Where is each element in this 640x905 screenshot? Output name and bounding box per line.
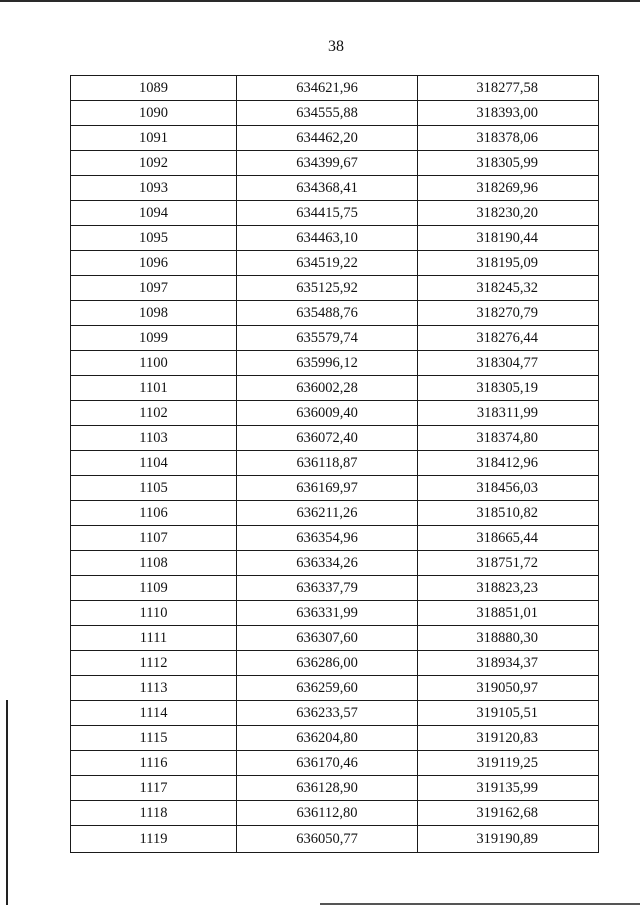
y-coordinate-cell: 318195,09 — [418, 251, 599, 276]
y-coordinate-cell: 318305,19 — [418, 376, 599, 401]
x-coordinate-cell: 636334,26 — [237, 551, 418, 576]
x-coordinate-cell: 634621,96 — [237, 76, 418, 101]
y-coordinate-cell: 318276,44 — [418, 326, 599, 351]
coordinates-table-body — [71, 76, 599, 853]
point-number-cell: 1117 — [71, 776, 237, 801]
x-coordinate-cell: 636118,87 — [237, 451, 418, 476]
point-number-cell: 1102 — [71, 401, 237, 426]
x-coordinate-cell: 636050,77 — [237, 826, 418, 853]
point-number-cell: 1105 — [71, 476, 237, 501]
x-coordinate-cell: 636112,80 — [237, 801, 418, 826]
table-row — [71, 176, 599, 201]
x-coordinate-cell: 634463,10 — [237, 226, 418, 251]
table-row — [71, 701, 599, 726]
table-row — [71, 601, 599, 626]
table-row — [71, 101, 599, 126]
point-number-cell: 1097 — [71, 276, 237, 301]
y-coordinate-cell: 318304,77 — [418, 351, 599, 376]
y-coordinate-cell: 318374,80 — [418, 426, 599, 451]
table-row — [71, 326, 599, 351]
table-row — [71, 376, 599, 401]
point-number-cell: 1106 — [71, 501, 237, 526]
y-coordinate-cell: 319190,89 — [418, 826, 599, 853]
x-coordinate-cell: 634399,67 — [237, 151, 418, 176]
table-row — [71, 751, 599, 776]
y-coordinate-cell: 319050,97 — [418, 676, 599, 701]
point-number-cell: 1110 — [71, 601, 237, 626]
table-row — [71, 451, 599, 476]
point-number-cell: 1091 — [71, 126, 237, 151]
y-coordinate-cell: 318277,58 — [418, 76, 599, 101]
y-coordinate-cell: 319119,25 — [418, 751, 599, 776]
table-row — [71, 801, 599, 826]
x-coordinate-cell: 636009,40 — [237, 401, 418, 426]
y-coordinate-cell: 318311,99 — [418, 401, 599, 426]
point-number-cell: 1090 — [71, 101, 237, 126]
y-coordinate-cell: 319162,68 — [418, 801, 599, 826]
point-number-cell: 1094 — [71, 201, 237, 226]
x-coordinate-cell: 636072,40 — [237, 426, 418, 451]
point-number-cell: 1099 — [71, 326, 237, 351]
table-row — [71, 401, 599, 426]
table-row — [71, 676, 599, 701]
y-coordinate-cell: 318305,99 — [418, 151, 599, 176]
y-coordinate-cell: 318412,96 — [418, 451, 599, 476]
table-row — [71, 651, 599, 676]
x-coordinate-cell: 636211,26 — [237, 501, 418, 526]
point-number-cell: 1109 — [71, 576, 237, 601]
x-coordinate-cell: 636331,99 — [237, 601, 418, 626]
point-number-cell: 1104 — [71, 451, 237, 476]
y-coordinate-cell: 318190,44 — [418, 226, 599, 251]
point-number-cell: 1113 — [71, 676, 237, 701]
table-row — [71, 626, 599, 651]
table-row — [71, 576, 599, 601]
point-number-cell: 1101 — [71, 376, 237, 401]
point-number-cell: 1112 — [71, 651, 237, 676]
table-row — [71, 476, 599, 501]
table-row — [71, 201, 599, 226]
x-coordinate-cell: 634519,22 — [237, 251, 418, 276]
point-number-cell: 1103 — [71, 426, 237, 451]
point-number-cell: 1107 — [71, 526, 237, 551]
point-number-cell: 1114 — [71, 701, 237, 726]
table-row — [71, 501, 599, 526]
table-row — [71, 276, 599, 301]
y-coordinate-cell: 318456,03 — [418, 476, 599, 501]
point-number-cell: 1119 — [71, 826, 237, 853]
point-number-cell: 1096 — [71, 251, 237, 276]
point-number-cell: 1098 — [71, 301, 237, 326]
table-row — [71, 76, 599, 101]
table-row — [71, 126, 599, 151]
table-row — [71, 301, 599, 326]
point-number-cell: 1100 — [71, 351, 237, 376]
y-coordinate-cell: 318934,37 — [418, 651, 599, 676]
y-coordinate-cell: 318230,20 — [418, 201, 599, 226]
table-row — [71, 226, 599, 251]
y-coordinate-cell: 318270,79 — [418, 301, 599, 326]
x-coordinate-cell: 634368,41 — [237, 176, 418, 201]
point-number-cell: 1093 — [71, 176, 237, 201]
point-number-cell: 1115 — [71, 726, 237, 751]
x-coordinate-cell: 636337,79 — [237, 576, 418, 601]
y-coordinate-cell: 319135,99 — [418, 776, 599, 801]
point-number-cell: 1095 — [71, 226, 237, 251]
table-row — [71, 826, 599, 853]
table-row — [71, 526, 599, 551]
y-coordinate-cell: 318378,06 — [418, 126, 599, 151]
point-number-cell: 1092 — [71, 151, 237, 176]
x-coordinate-cell: 636002,28 — [237, 376, 418, 401]
y-coordinate-cell: 319120,83 — [418, 726, 599, 751]
y-coordinate-cell: 318665,44 — [418, 526, 599, 551]
coordinates-table — [70, 75, 599, 853]
x-coordinate-cell: 636128,90 — [237, 776, 418, 801]
x-coordinate-cell: 636170,46 — [237, 751, 418, 776]
table-row — [71, 251, 599, 276]
x-coordinate-cell: 636286,00 — [237, 651, 418, 676]
y-coordinate-cell: 318823,23 — [418, 576, 599, 601]
x-coordinate-cell: 635488,76 — [237, 301, 418, 326]
table-row — [71, 726, 599, 751]
x-coordinate-cell: 636169,97 — [237, 476, 418, 501]
table-row — [71, 351, 599, 376]
point-number-cell: 1111 — [71, 626, 237, 651]
x-coordinate-cell: 634415,75 — [237, 201, 418, 226]
x-coordinate-cell: 636307,60 — [237, 626, 418, 651]
scan-edge-top — [0, 0, 640, 2]
x-coordinate-cell: 635996,12 — [237, 351, 418, 376]
point-number-cell: 1089 — [71, 76, 237, 101]
y-coordinate-cell: 318510,82 — [418, 501, 599, 526]
table-row — [71, 551, 599, 576]
y-coordinate-cell: 318880,30 — [418, 626, 599, 651]
y-coordinate-cell: 318393,00 — [418, 101, 599, 126]
x-coordinate-cell: 634555,88 — [237, 101, 418, 126]
scan-edge-left — [6, 700, 8, 905]
table-row — [71, 426, 599, 451]
page-number: 38 — [328, 38, 344, 55]
x-coordinate-cell: 635579,74 — [237, 326, 418, 351]
y-coordinate-cell: 318751,72 — [418, 551, 599, 576]
point-number-cell: 1116 — [71, 751, 237, 776]
y-coordinate-cell: 319105,51 — [418, 701, 599, 726]
y-coordinate-cell: 318245,32 — [418, 276, 599, 301]
x-coordinate-cell: 634462,20 — [237, 126, 418, 151]
y-coordinate-cell: 318851,01 — [418, 601, 599, 626]
x-coordinate-cell: 636204,80 — [237, 726, 418, 751]
x-coordinate-cell: 635125,92 — [237, 276, 418, 301]
x-coordinate-cell: 636233,57 — [237, 701, 418, 726]
table-row — [71, 151, 599, 176]
x-coordinate-cell: 636354,96 — [237, 526, 418, 551]
point-number-cell: 1108 — [71, 551, 237, 576]
x-coordinate-cell: 636259,60 — [237, 676, 418, 701]
point-number-cell: 1118 — [71, 801, 237, 826]
table-row — [71, 776, 599, 801]
y-coordinate-cell: 318269,96 — [418, 176, 599, 201]
